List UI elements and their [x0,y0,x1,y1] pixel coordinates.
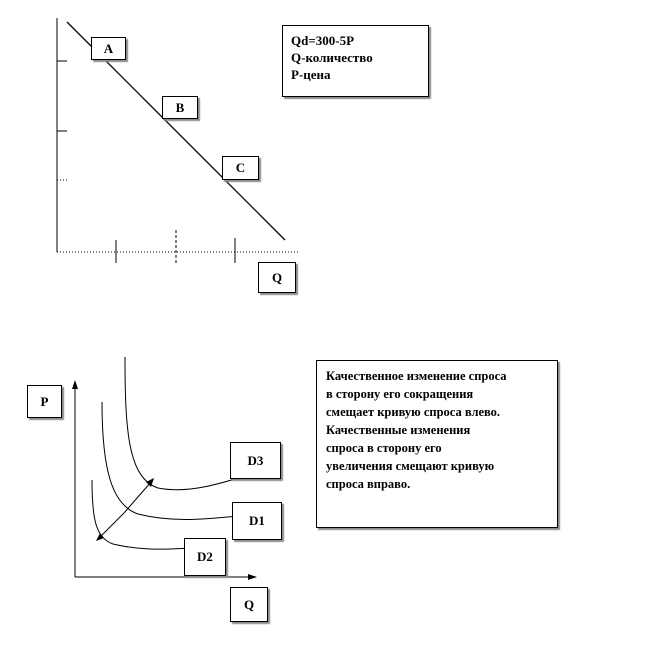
p-definition-line: P-цена [291,67,331,82]
shift-left-arrow [99,513,124,538]
description-line: увеличения смещают кривую [326,459,495,473]
point-a-label: A [91,37,126,60]
d3-label: D3 [230,442,281,479]
p-axis-arrow [72,380,78,389]
description-line: спроса в сторону его [326,441,442,455]
description-line: в сторону его сокращения [326,387,474,401]
q-axis-label-top: Q [258,262,296,293]
description-line: Качественные изменения [326,423,471,437]
q-axis-arrow [248,574,257,580]
demand-formula-box [282,25,429,97]
description-line: спроса вправо. [326,477,411,491]
point-b-label: B [162,96,198,119]
shift-right-arrow [124,482,151,513]
q-definition-line: Q-количество [291,50,373,65]
description-line: смещает кривую спроса влево. [326,405,501,419]
demand-shift-description [316,360,558,528]
d2-label: D2 [184,538,226,576]
p-axis-label-bottom: P [27,385,62,418]
description-line: Качественное изменение спроса [326,369,507,383]
q-axis-label-bottom: Q [230,587,268,622]
point-c-label: C [222,156,259,180]
d1-label: D1 [232,502,282,540]
formula-line: Qd=300-5P [291,33,355,48]
d1-curve [102,402,237,520]
